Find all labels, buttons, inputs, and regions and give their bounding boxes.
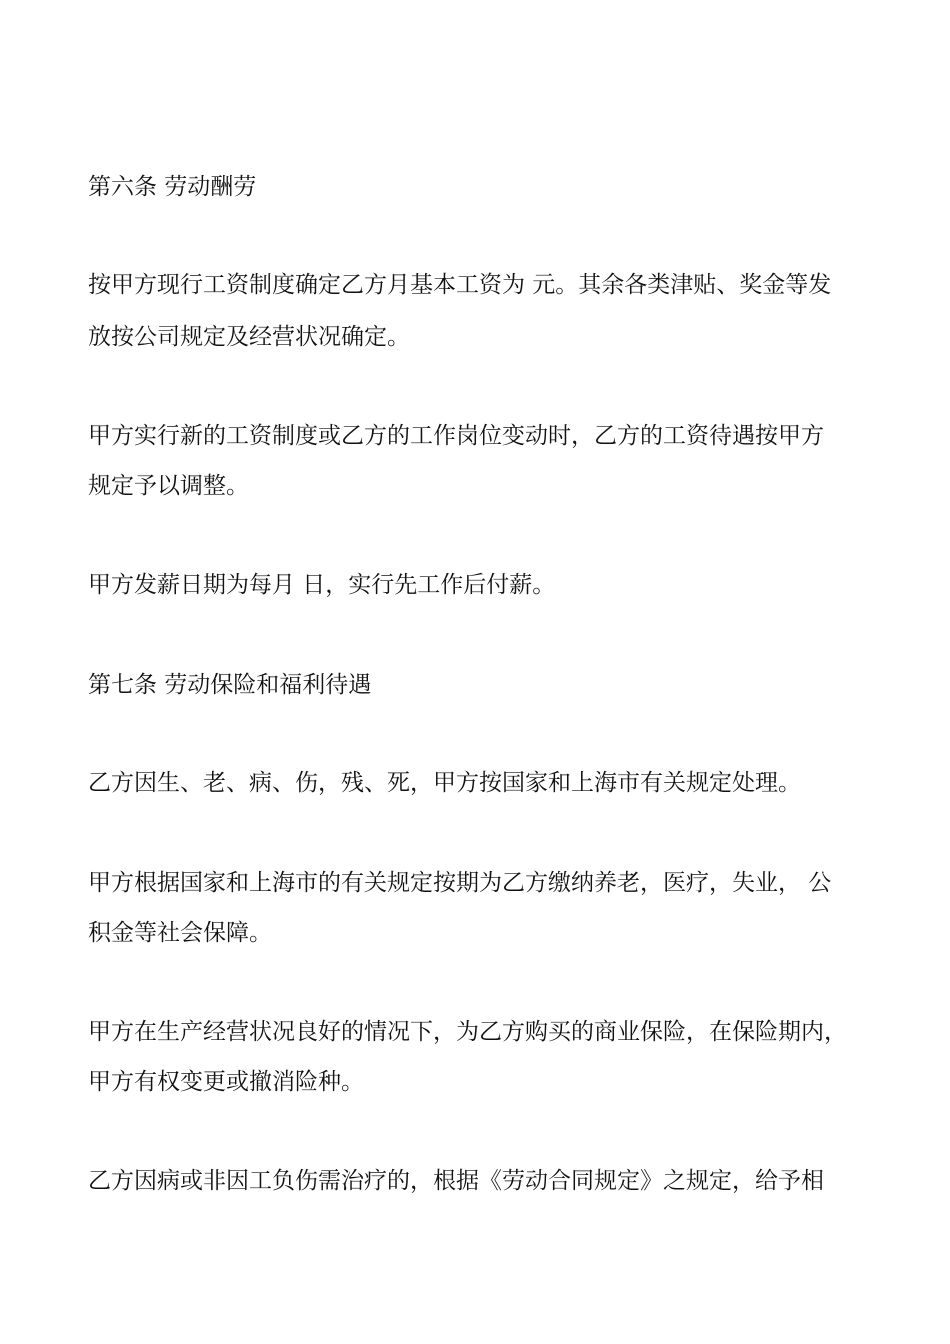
salary-adjust-paragraph-line-1: 甲方实行新的工资制度或乙方的工作岗位变动时，乙方的工资待遇按甲方 <box>88 423 824 449</box>
sick-leave-paragraph-line-1: 乙方因病或非因工负伤需治疗的，根据《劳动合同规定》之规定，给予相 <box>88 1168 824 1194</box>
social-security-paragraph-line-2: 积金等社会保障。 <box>88 920 272 946</box>
life-events-paragraph: 乙方因生、老、病、伤，残、死，甲方按国家和上海市有关规定处理。 <box>88 770 801 796</box>
social-security-paragraph-line-1: 甲方根据国家和上海市的有关规定按期为乙方缴纳养老，医疗，失业， 公 <box>88 870 832 896</box>
article-7-heading: 第七条 劳动保险和福利待遇 <box>88 672 372 698</box>
payday-paragraph: 甲方发薪日期为每月 日，实行先工作后付薪。 <box>88 572 556 598</box>
commercial-insurance-paragraph-line-1: 甲方在生产经营状况良好的情况下，为乙方购买的商业保险，在保险期内， <box>88 1019 847 1045</box>
commercial-insurance-paragraph-line-2: 甲方有权变更或撤消险种。 <box>88 1069 364 1095</box>
article-6-heading: 第六条 劳动酬劳 <box>88 174 257 200</box>
salary-paragraph-line-1: 按甲方现行工资制度确定乙方月基本工资为 元。其余各类津贴、奖金等发 <box>88 272 832 298</box>
salary-paragraph-line-2: 放按公司规定及经营状况确定。 <box>88 324 410 350</box>
salary-adjust-paragraph-line-2: 规定予以调整。 <box>88 473 249 499</box>
